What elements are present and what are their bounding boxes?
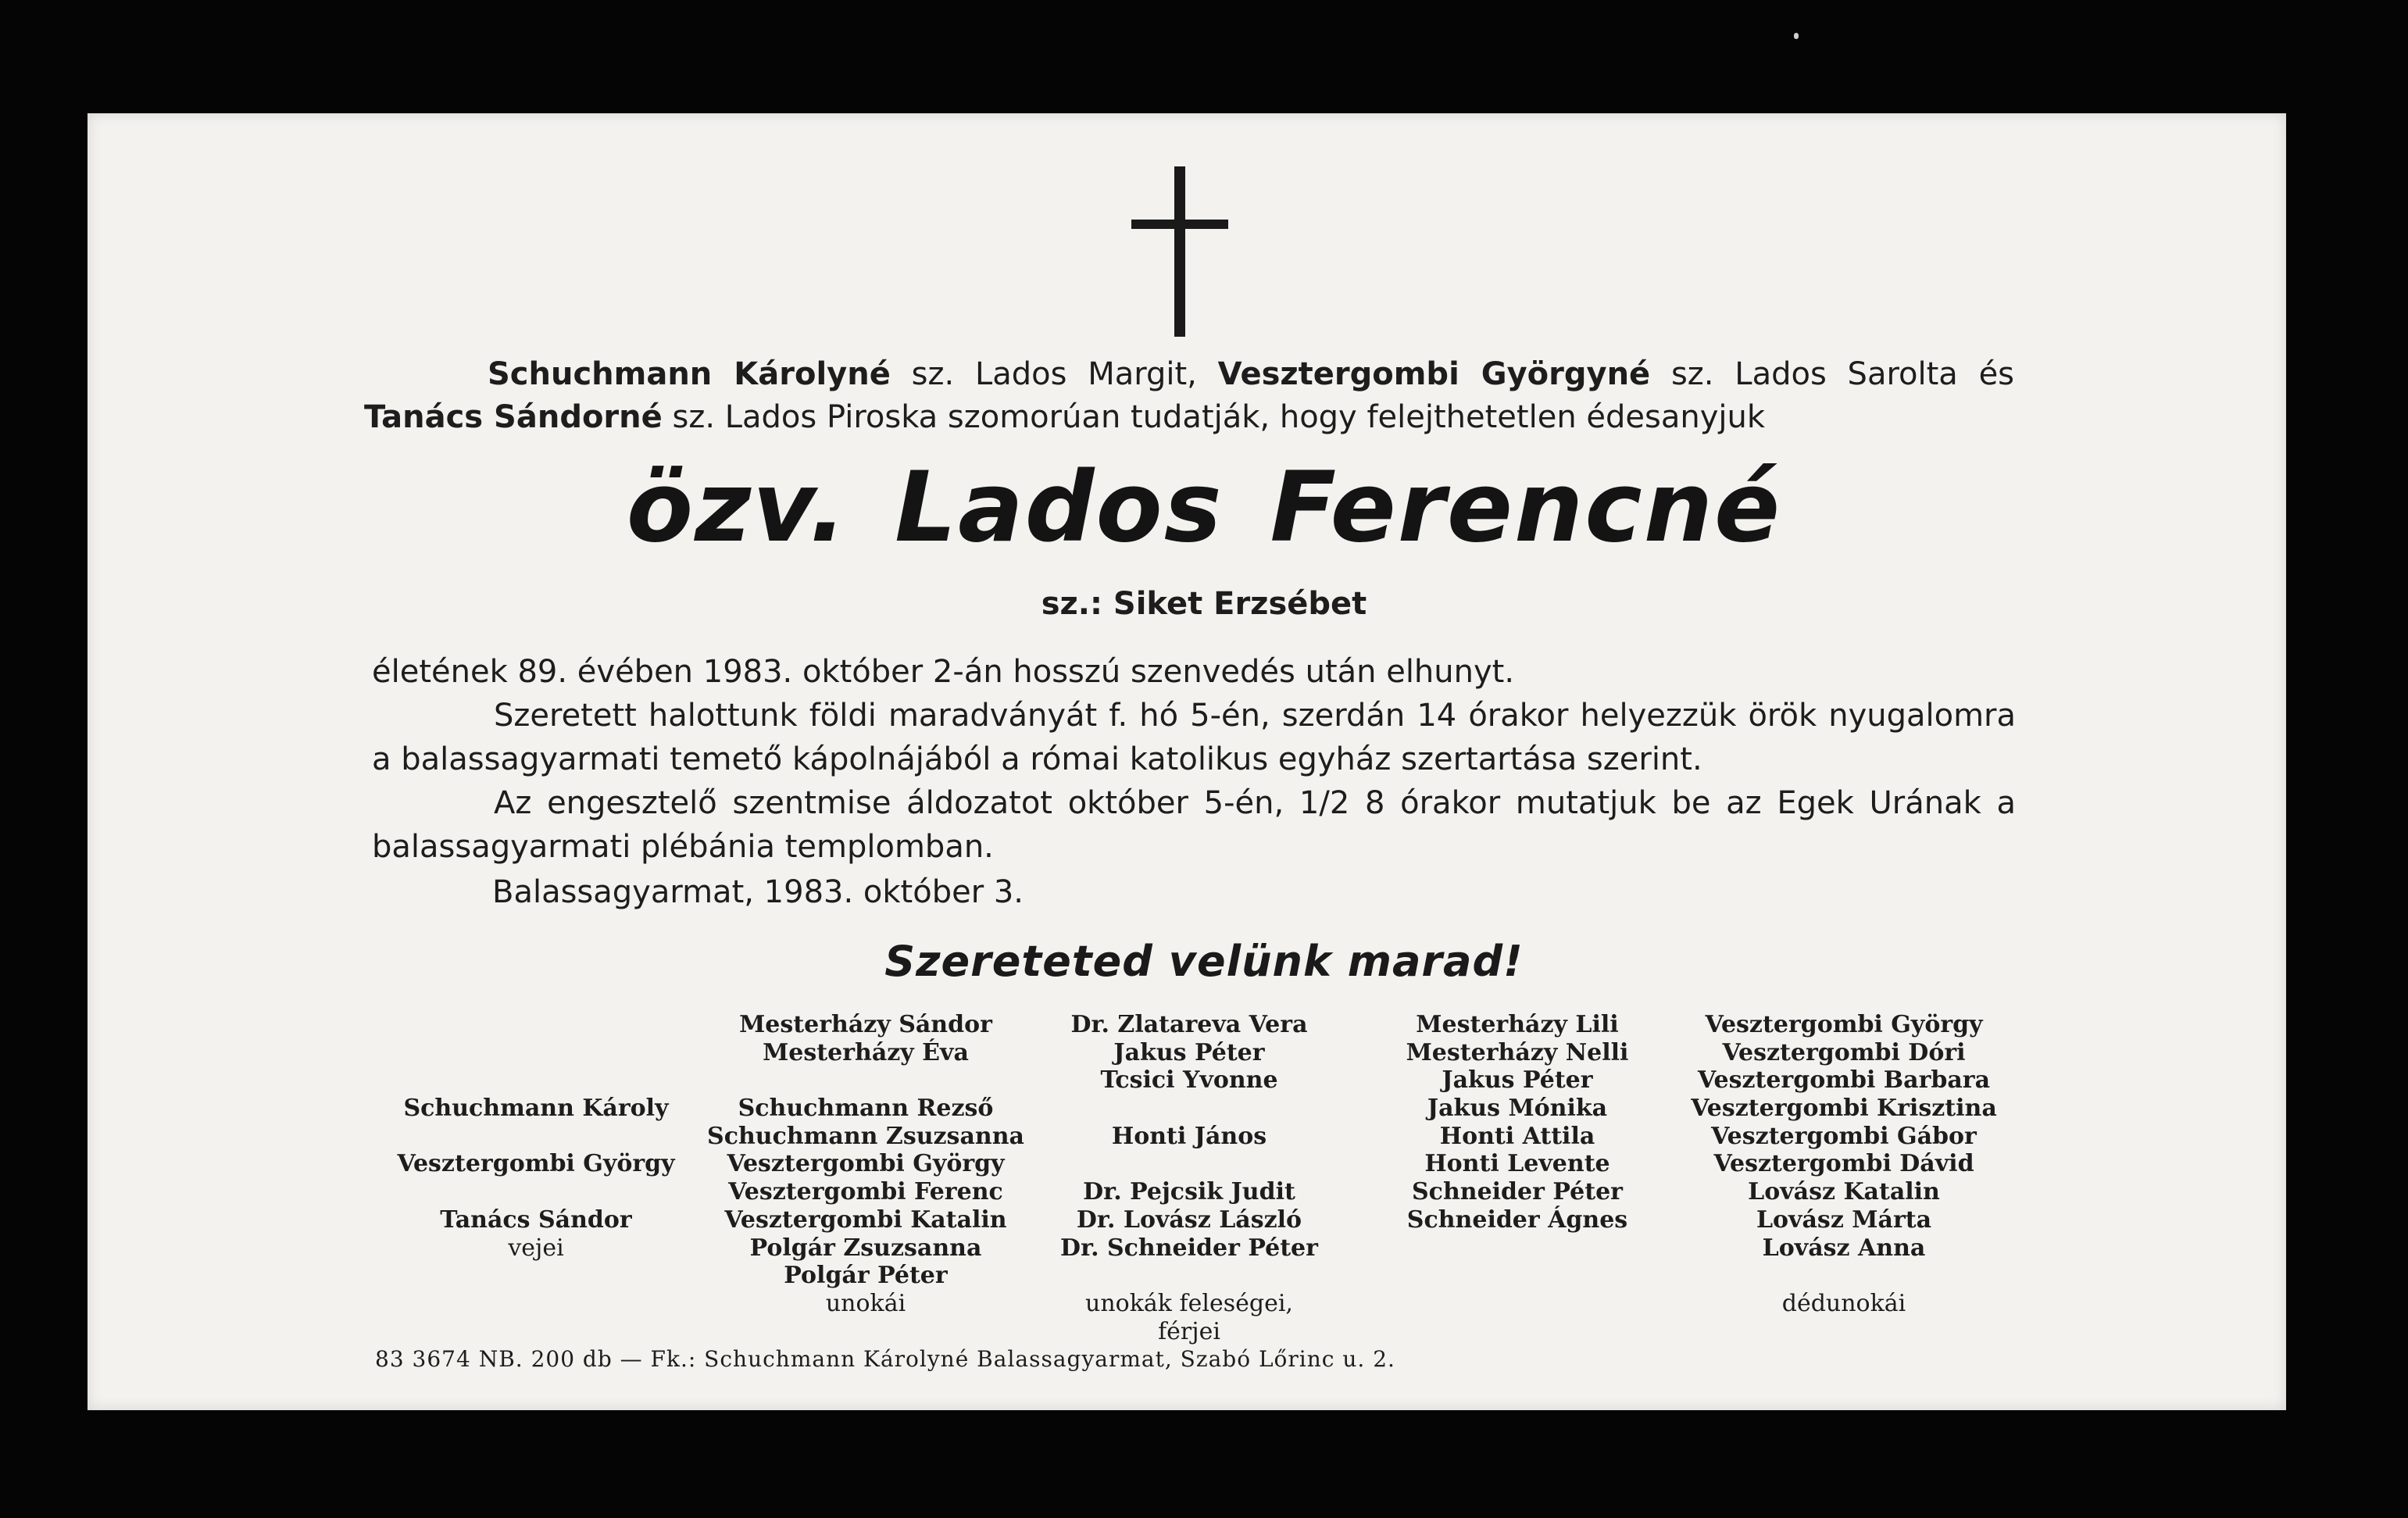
- mourner-name: Jakus Mónika: [1427, 1095, 1608, 1123]
- mourner-name: Schneider Péter: [1412, 1178, 1623, 1206]
- mourner-name: Schuchmann Rezső: [738, 1095, 994, 1123]
- mourner-name: [1656, 1262, 2031, 1290]
- mourner-name: Vesztergombi Krisztina: [1691, 1095, 1997, 1123]
- daughter-name-1: Schuchmann Károlyné: [488, 356, 891, 392]
- mourner-name: Honti János: [1111, 1122, 1267, 1150]
- column-unokai: [694, 1011, 1038, 1318]
- mourner-name: Polgár Zsuzsanna: [749, 1234, 982, 1262]
- place-and-date: Balassagyarmat, 1983. október 3.: [492, 874, 1024, 910]
- mourner-name: Vesztergombi Ferenc: [728, 1178, 1003, 1206]
- printer-footer: 83 3674 NB. 200 db — Fk.: Schuchmann Károlyné Balassagyarmat, Szabó Lőrinc u. 2.: [375, 1346, 1395, 1372]
- mourner-name: Lovász Anna: [1762, 1234, 1926, 1262]
- announcement-body: [372, 650, 2016, 869]
- burial-paragraph: Szeretett halottunk földi maradványát f. hó 5-én, szerdán 14 órakor helyezzük örök nyugalomra a balassagyarmati temető kápolnájából a római katolikus egyház szertartása szerint.: [372, 698, 2016, 777]
- maiden-name: sz.: Siket Erzsébet: [1041, 586, 1367, 622]
- mourner-name: Vesztergombi Dávid: [1713, 1150, 1974, 1178]
- cross-icon: [1131, 166, 1228, 337]
- intro-text-3: sz. Lados Piroska szomorúan tudatják, hogy felejthetetlen édesanyjuk: [662, 399, 1765, 435]
- mourner-name: Schneider Ágnes: [1406, 1205, 1628, 1234]
- mourner-name: [364, 1039, 708, 1067]
- column-label: vejei: [508, 1234, 564, 1262]
- name-surname: Lados: [895, 452, 1224, 564]
- mourner-name: [694, 1066, 1038, 1095]
- mourner-name: Dr. Schneider Péter: [1060, 1234, 1318, 1262]
- mourner-name: Vesztergombi György: [397, 1150, 675, 1178]
- mourner-name: Schuchmann Zsuzsanna: [707, 1122, 1024, 1150]
- mourner-name: Polgár Péter: [784, 1262, 948, 1290]
- column-vejei: [364, 1011, 708, 1262]
- column-dedunokai-b: [1656, 1011, 2031, 1318]
- column-label: unokák feleségei,: [1085, 1289, 1293, 1317]
- mass-paragraph: Az engesztelő szentmise áldozatot október 5-én, 1/2 8 órakor mutatjuk be az Egek Urának a balassagyarmati plébánia templomban.: [372, 785, 2016, 865]
- mourner-name: Mesterházy Éva: [763, 1038, 969, 1066]
- dust-speck: [1794, 33, 1799, 39]
- intro-text-2: sz. Lados Sarolta és: [1650, 356, 2015, 392]
- mourner-name: Vesztergombi Gábor: [1711, 1122, 1977, 1150]
- mourner-name: Vesztergombi Dóri: [1722, 1038, 1966, 1066]
- mourner-name: [364, 1178, 708, 1206]
- mourner-name: Dr. Zlatareva Vera: [1070, 1011, 1308, 1038]
- column-unokak-felesegei: [1017, 1011, 1361, 1345]
- mourner-name: Mesterházy Lili: [1416, 1011, 1619, 1038]
- mourner-name: Vesztergombi György: [1705, 1011, 1983, 1038]
- mourner-name: [1017, 1095, 1361, 1123]
- mourner-name: Dr. Lovász László: [1076, 1205, 1302, 1234]
- mourner-name: [1017, 1150, 1361, 1178]
- mourner-name: Lovász Katalin: [1748, 1178, 1940, 1206]
- deceased-name: [0, 453, 2408, 563]
- motto: Szereteted velünk marad!: [884, 937, 1524, 986]
- column-label: dédunokái: [1781, 1289, 1906, 1317]
- mourner-name: Vesztergombi Barbara: [1697, 1066, 1991, 1095]
- name-prefix: özv.: [626, 452, 849, 564]
- name-given: Ferencné: [1270, 452, 1782, 564]
- mourner-name: Jakus Péter: [1442, 1066, 1593, 1095]
- mourner-name: Vesztergombi György: [727, 1150, 1005, 1178]
- daughter-name-3: Tanács Sándorné: [364, 399, 663, 435]
- announcement-intro: [364, 353, 2014, 439]
- mourner-name: [364, 1066, 708, 1095]
- column-dedunokai-a: [1345, 1011, 1689, 1234]
- mourner-name: [1017, 1262, 1361, 1290]
- mourner-name: Mesterházy Nelli: [1406, 1038, 1629, 1066]
- mourner-name: Honti Attila: [1439, 1122, 1595, 1150]
- mourner-name: [364, 1011, 708, 1039]
- mourner-name: Lovász Márta: [1756, 1205, 1932, 1234]
- mourner-name: Schuchmann Károly: [403, 1095, 669, 1123]
- mourner-name: Vesztergombi Katalin: [724, 1205, 1007, 1234]
- mourner-name: Tcsici Yvonne: [1100, 1066, 1278, 1095]
- mourner-name: [364, 1123, 708, 1151]
- mourner-name: Tanács Sándor: [440, 1205, 632, 1234]
- mourner-name: Jakus Péter: [1113, 1038, 1265, 1066]
- intro-text-1: sz. Lados Margit,: [890, 356, 1218, 392]
- mourner-name: Dr. Pejcsik Judit: [1083, 1178, 1295, 1206]
- daughter-name-2: Vesztergombi Györgyné: [1217, 356, 1651, 392]
- mourner-name: Mesterházy Sándor: [739, 1011, 992, 1038]
- mourner-name: Honti Levente: [1424, 1150, 1610, 1178]
- body-line-1: életének 89. évében 1983. október 2-án hosszú szenvedés után elhunyt.: [372, 654, 1515, 690]
- column-label: unokái: [825, 1289, 906, 1317]
- column-label-cont: férjei: [1158, 1317, 1220, 1345]
